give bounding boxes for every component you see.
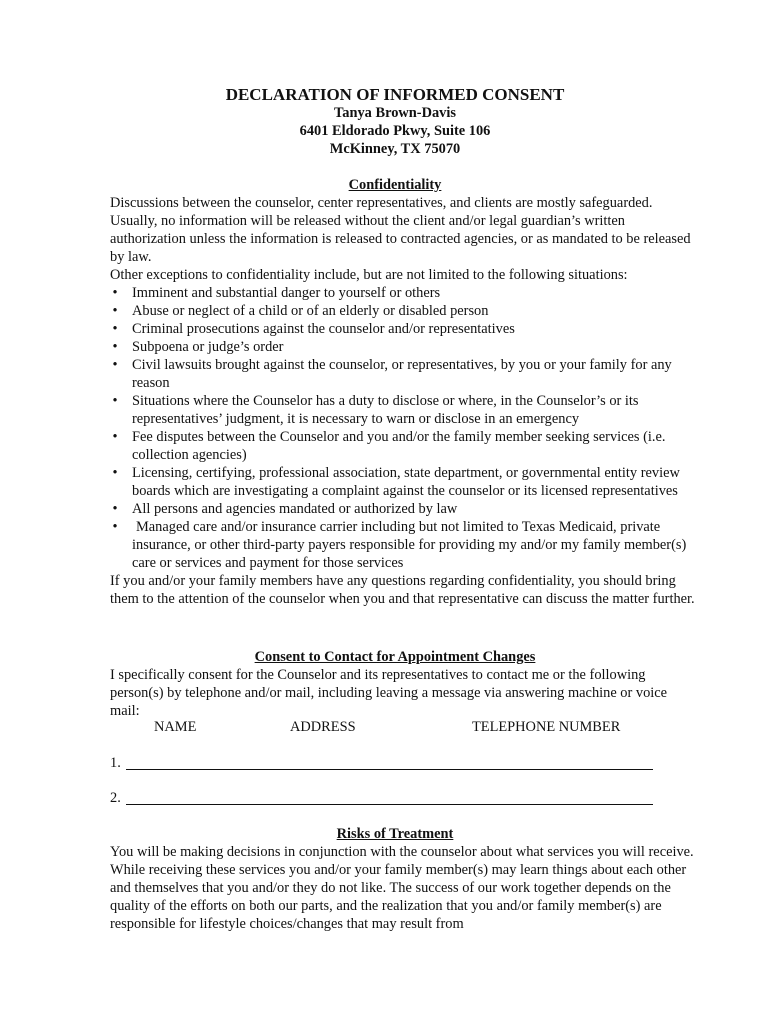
confidentiality-closing: If you and/or your family members have any questions regarding confidentiality, you should bring them to the attention of the counselor when you and that representative can discuss the matter further. — [110, 573, 695, 607]
bullet-icon: • — [112, 519, 118, 535]
bullet-icon: • — [112, 501, 118, 517]
bullet-icon: • — [112, 321, 118, 337]
bullet-icon: • — [112, 357, 118, 373]
address-line-2: McKinney, TX 75070 — [329, 141, 461, 157]
confidentiality-section — [110, 194, 700, 608]
line-number: 1. — [110, 755, 121, 771]
document-title: DECLARATION OF INFORMED CONSENT — [225, 85, 565, 104]
list-item: • Criminal prosecutions against the counselor and/or representatives — [110, 320, 700, 338]
risks-paragraph: You will be making decisions in conjunction with the counselor about what services you will receive. While receiving these services you and/or your family member(s) may learn things about each other and themselves that you and/or they do not like. The success of our work together depends on the quality of the efforts on both our parts, and the realization that you and/or family member(s) are responsible for lifestyle choices/changes that may result from — [110, 844, 694, 932]
column-address: ADDRESS — [290, 719, 356, 735]
contact-columns-header — [0, 718, 770, 736]
list-item: • Managed care and/or insurance carrier including but not limited to Texas Medicaid, private insurance, or other third-party payers responsible for providing my and/or my family member(s) care or services and payment for those services — [110, 518, 700, 572]
list-item: • All persons and agencies mandated or authorized by law — [110, 500, 700, 518]
exceptions-list — [110, 284, 700, 572]
blank-line[interactable] — [126, 769, 653, 770]
bullet-icon: • — [112, 429, 118, 445]
contact-line-1[interactable] — [110, 754, 121, 772]
column-name: NAME — [154, 719, 197, 735]
risks-heading: Risks of Treatment — [336, 826, 454, 842]
contact-line-2[interactable] — [110, 789, 121, 807]
column-telephone: TELEPHONE NUMBER — [472, 719, 621, 735]
confidentiality-paragraph: Discussions between the counselor, center representatives, and clients are mostly safeguarded. Usually, no information will be released without the client and/or legal guardian’s written authorization unless the information is released to contracted agencies, or as mandated to be released by law. — [110, 195, 691, 265]
confidentiality-heading: Confidentiality — [348, 177, 442, 193]
list-item: • Licensing, certifying, professional association, state department, or governmental entity review boards which are investigating a complaint against the counselor or its licensed representatives — [110, 464, 700, 500]
exceptions-intro: Other exceptions to confidentiality include, but are not limited to the following situations: — [110, 267, 628, 283]
list-item: • Situations where the Counselor has a duty to disclose or where, in the Counselor’s or its representatives’ judgment, it is necessary to warn or disclose in an emergency — [110, 392, 700, 428]
bullet-icon: • — [112, 285, 118, 301]
bullet-icon: • — [112, 339, 118, 355]
bullet-icon: • — [112, 393, 118, 409]
blank-line[interactable] — [126, 804, 653, 805]
list-item: • Imminent and substantial danger to yourself or others — [110, 284, 700, 302]
list-item: • Civil lawsuits brought against the counselor, or representatives, by you or your family for any reason — [110, 356, 700, 392]
list-item: • Abuse or neglect of a child or of an elderly or disabled person — [110, 302, 700, 320]
bullet-icon: • — [112, 465, 118, 481]
counselor-name: Tanya Brown-Davis — [334, 105, 456, 121]
consent-paragraph: I specifically consent for the Counselor and its representatives to contact me or the following person(s) by telephone and/or mail, including leaving a message via answering machine or voice mail: — [110, 667, 668, 719]
line-number: 2. — [110, 790, 121, 806]
address-line-1: 6401 Eldorado Pkwy, Suite 106 — [299, 123, 491, 139]
list-item: • Fee disputes between the Counselor and you and/or the family member seeking services (i.e. collection agencies) — [110, 428, 700, 464]
consent-heading: Consent to Contact for Appointment Changes — [254, 649, 536, 665]
list-item: • Subpoena or judge’s order — [110, 338, 700, 356]
bullet-icon: • — [112, 303, 118, 319]
